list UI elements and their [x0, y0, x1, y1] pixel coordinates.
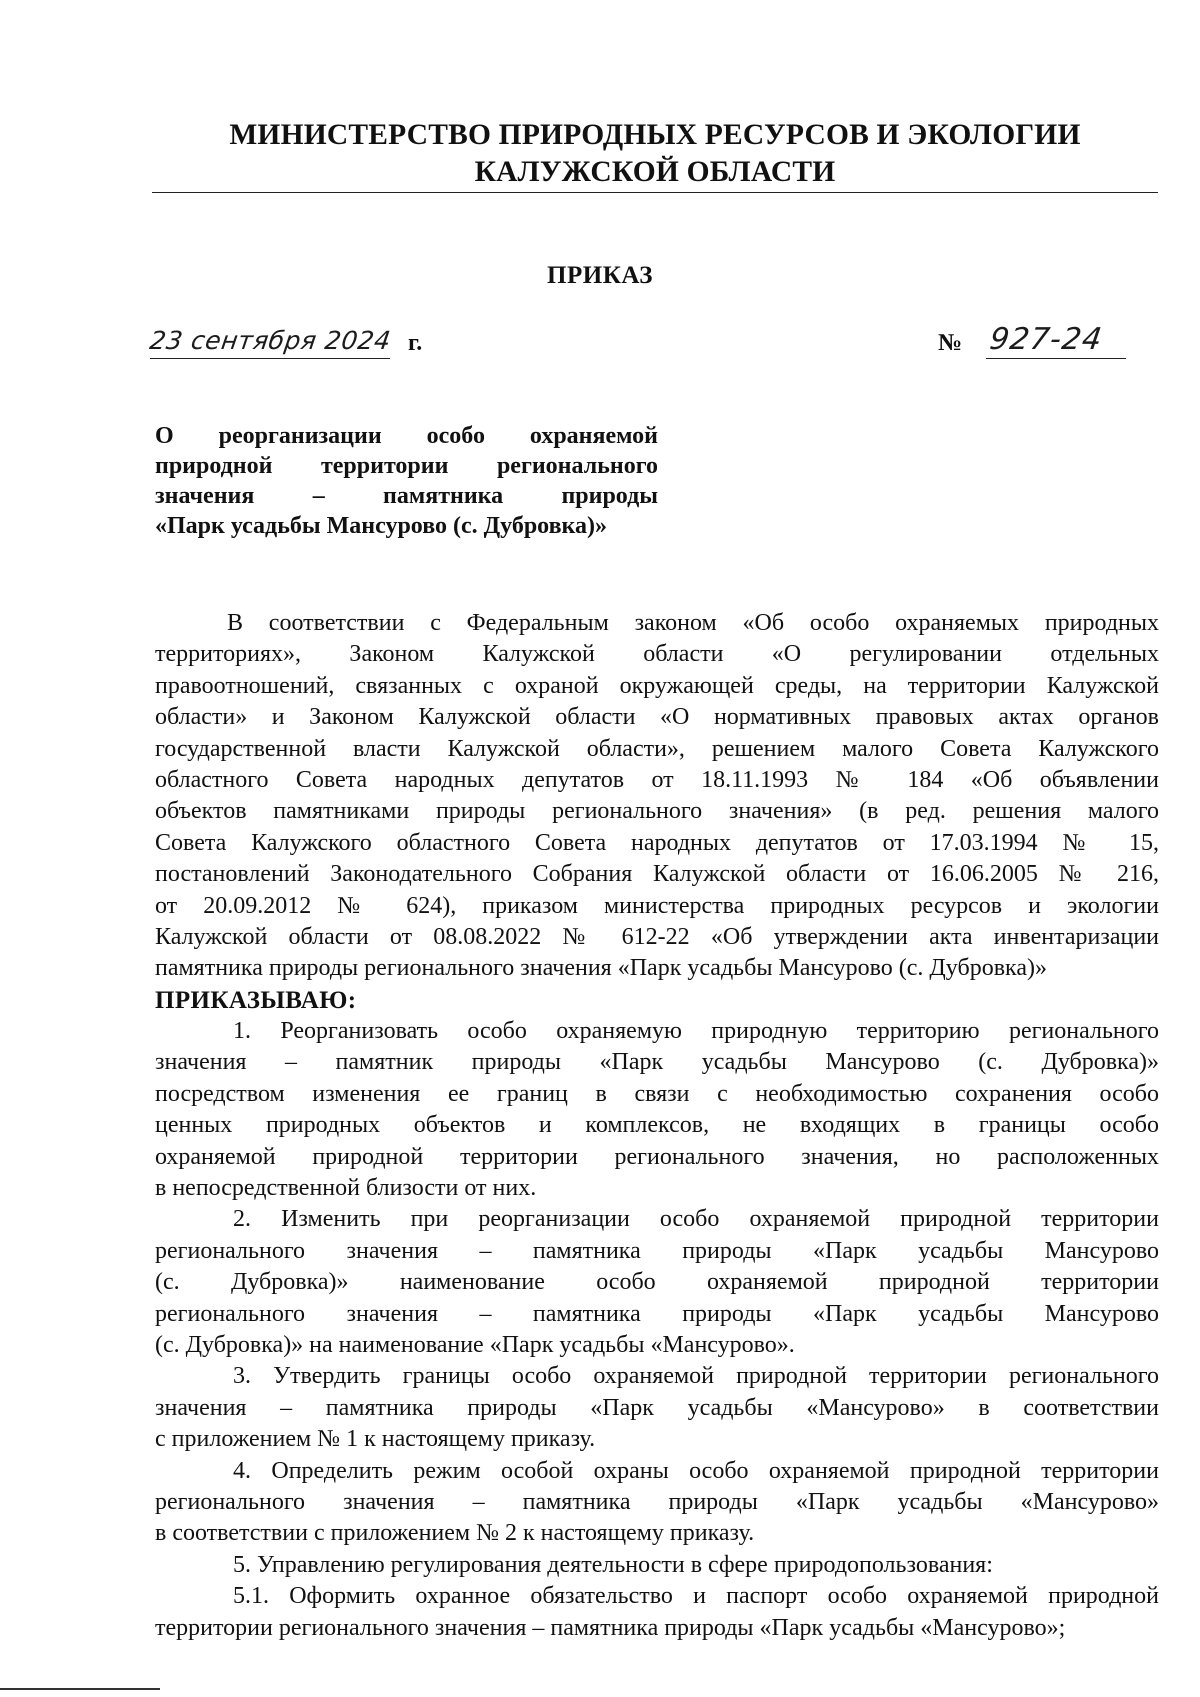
item-5-1-line: 5.1. Оформить охранное обязательство и паспорт особо охраняемой природной — [233, 1583, 1159, 1610]
order-title: ПРИКАЗ — [547, 262, 653, 289]
item-3-line: значения – памятника природы «Парк усадьбы «Мансурово» в соответствии — [155, 1394, 1159, 1421]
number-underline — [986, 358, 1126, 359]
subject-line: «Парк усадьбы Мансурово (с. Дубровка)» — [155, 513, 607, 539]
preamble-line: области» и Законом Калужской области «О нормативных правовых актах органов — [155, 704, 1159, 731]
ministry-line-1: МИНИСТЕРСТВО ПРИРОДНЫХ РЕСУРСОВ И ЭКОЛОГИИ — [229, 119, 1081, 151]
item-1-line: значения – памятник природы «Парк усадьбы Мансурово (с. Дубровка)» — [155, 1049, 1159, 1076]
preamble-line: от 20.09.2012 № 624), приказом министерства природных ресурсов и экологии — [155, 892, 1159, 919]
item-5-1-line: территории регионального значения – памятника природы «Парк усадьбы «Мансурово»; — [155, 1614, 1066, 1641]
item-2-line: регионального значения – памятника природы «Парк усадьбы Мансурово — [155, 1300, 1159, 1327]
preamble-line: территориях», Законом Калужской области «О регулировании отдельных — [155, 641, 1159, 668]
order-body — [155, 608, 1159, 1644]
page-bottom-rule — [0, 1688, 160, 1690]
date-suffix: г. — [408, 330, 423, 356]
subject-line: О реорганизации особо охраняемой — [155, 423, 658, 449]
preamble-line: памятника природы регионального значения «Парк усадьбы Мансурово (с. Дубровка)» — [155, 955, 1047, 982]
handwritten-date: 23 сентября 2024 — [147, 326, 393, 355]
item-3-line: с приложением № 1 к настоящему приказу. — [155, 1426, 596, 1453]
preamble-line: объектов памятниками природы регионального значения» (в ред. решения малого — [155, 798, 1159, 825]
item-4-line: в соответствии с приложением № 2 к настоящему приказу. — [155, 1520, 755, 1547]
item-2-line: 2. Изменить при реорганизации особо охраняемой природной территории — [233, 1206, 1159, 1233]
item-2-line: регионального значения – памятника природы «Парк усадьбы Мансурово — [155, 1237, 1159, 1264]
item-1-line: в непосредственной близости от них. — [155, 1175, 537, 1202]
preamble-line: постановлений Законодательного Собрания Калужской области от 16.06.2005 № 216, — [155, 861, 1159, 888]
order-number — [938, 322, 1168, 362]
preamble-line: правоотношений, связанных с охраной окружающей среды, на территории Калужской — [155, 672, 1159, 699]
preamble-line: В соответствии с Федеральным законом «Об особо охраняемых природных — [227, 610, 1159, 636]
item-1-line: посредством изменения ее границ в связи с необходимостью сохранения особо — [155, 1080, 1159, 1107]
order-date — [147, 322, 423, 362]
item-1-line: 1. Реорганизовать особо охраняемую природную территорию регионального — [233, 1018, 1159, 1045]
preamble-line: Совета Калужского областного Совета народных депутатов от 17.03.1994 № 15, — [155, 829, 1159, 856]
preamble-line: Калужской области от 08.08.2022 № 612-22 «Об утверждении акта инвентаризации — [155, 923, 1159, 950]
order-subject — [155, 421, 658, 541]
item-1-line: охраняемой природной территории регионального значения, но расположенных — [155, 1143, 1159, 1170]
subject-line: значения – памятника природы — [155, 483, 658, 509]
header-divider — [152, 192, 1158, 193]
preamble-line: областного Совета народных депутатов от 18.11.1993 № 184 «Об объявлении — [155, 766, 1159, 793]
subject-line: природной территории регионального — [155, 453, 658, 479]
date-underline — [150, 358, 390, 359]
item-4-line: 4. Определить режим особой охраны особо охраняемой природной территории — [233, 1457, 1159, 1484]
ministry-header — [150, 117, 1160, 191]
item-4-line: регионального значения – памятника природы «Парк усадьбы «Мансурово» — [155, 1488, 1159, 1515]
item-3-line: 3. Утвердить границы особо охраняемой природной территории регионального — [233, 1363, 1159, 1390]
decree-word: ПРИКАЗЫВАЮ: — [155, 986, 357, 1014]
preamble-line: государственной власти Калужской области», решением малого Совета Калужского — [155, 735, 1159, 762]
item-1-line: ценных природных объектов и комплексов, не входящих в границы особо — [155, 1112, 1159, 1139]
ministry-line-2: КАЛУЖСКОЙ ОБЛАСТИ — [474, 156, 836, 188]
handwritten-number: 927-24 — [987, 322, 1105, 357]
number-label: № — [938, 330, 963, 356]
item-5-line: 5. Управлению регулирования деятельности в сфере природопользования: — [233, 1551, 993, 1578]
item-2-line: (с. Дубровка)» на наименование «Парк усадьбы «Мансурово». — [155, 1331, 795, 1358]
item-2-line: (с. Дубровка)» наименование особо охраняемой природной территории — [155, 1269, 1159, 1296]
